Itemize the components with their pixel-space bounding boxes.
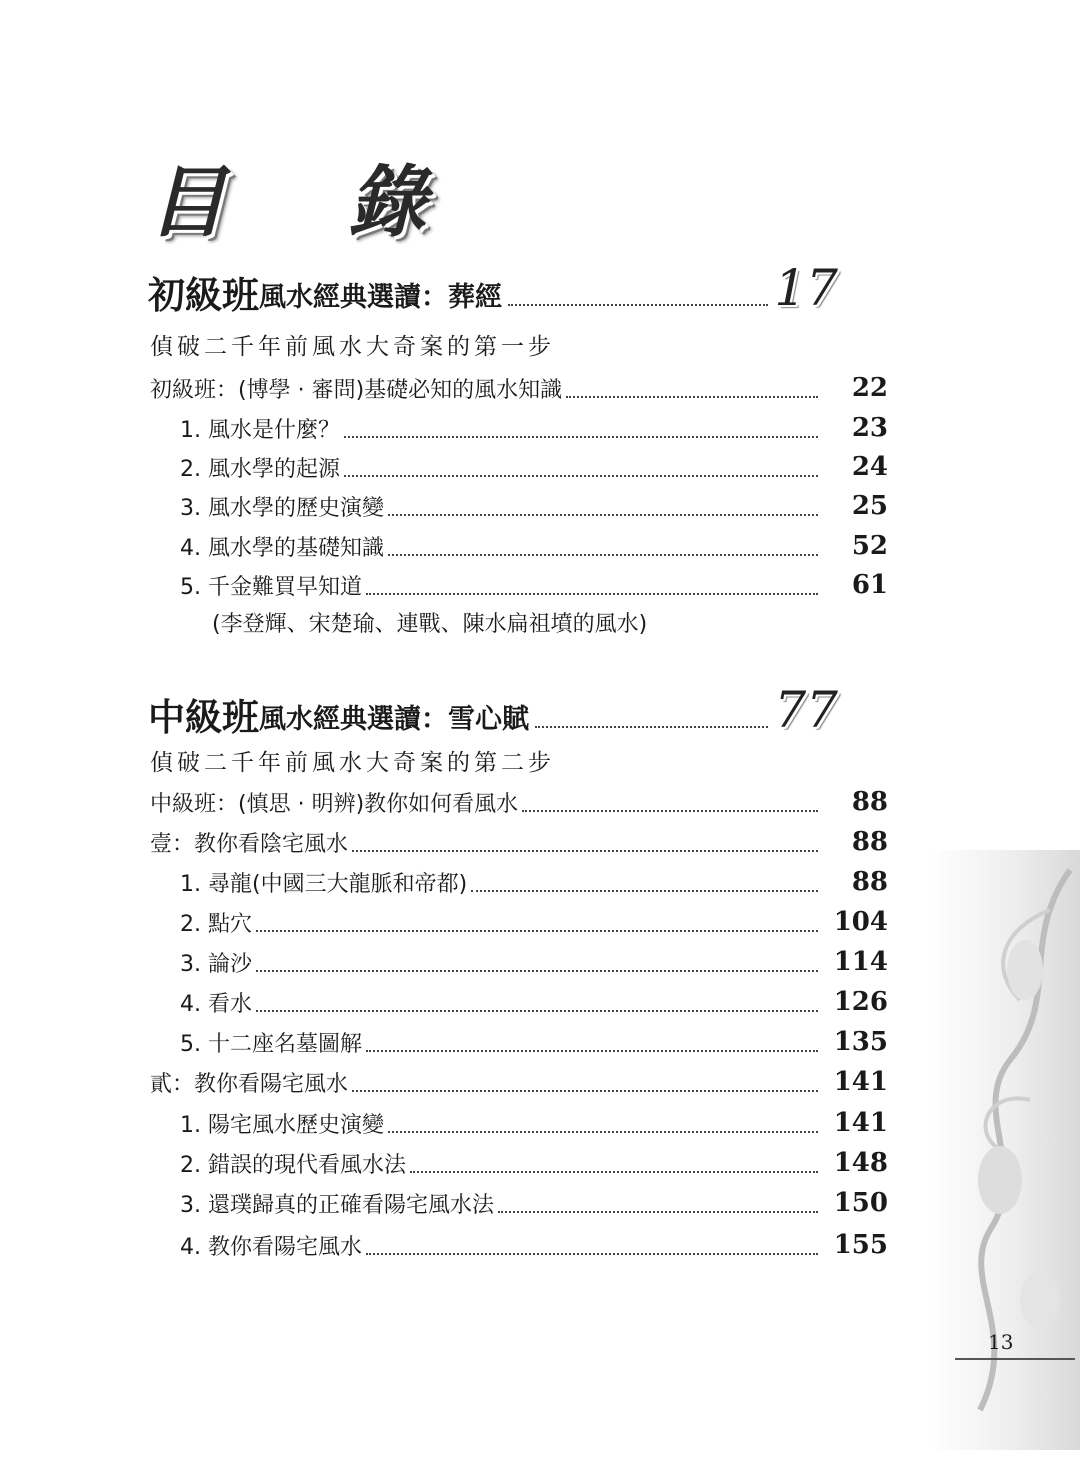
leader-dots: [566, 378, 818, 398]
leader-dots: [508, 304, 768, 306]
leader-dots: [256, 952, 818, 972]
page-number: 13: [988, 1330, 1014, 1354]
leader-dots: [410, 1153, 818, 1173]
toc-entry[interactable]: [180, 864, 888, 900]
toc-entry[interactable]: [180, 528, 888, 564]
toc-entry-page: 126: [833, 987, 888, 1017]
toc-entry-page: 141: [833, 1108, 888, 1138]
toc-entry-page: 114: [833, 947, 888, 977]
toc-entry-label: 2. 錯誤的現代看風水法: [180, 1152, 406, 1178]
toc-entry-page: 22: [851, 373, 888, 403]
toc-entry-label: 3. 論沙: [180, 951, 252, 977]
toc-entry-page: 88: [851, 867, 888, 897]
section-2-subtitle: 偵破二千年前風水大奇案的第二步: [150, 750, 555, 776]
leader-dots: [366, 1235, 818, 1255]
folio-rule: [955, 1358, 1075, 1360]
toc-entry-label: 5. 十二座名墓圖解: [180, 1031, 362, 1057]
leader-dots: [388, 496, 818, 516]
toc-entry-page: 150: [833, 1188, 888, 1218]
toc-entry[interactable]: [180, 1145, 888, 1181]
leader-dots: [256, 992, 818, 1012]
section-1-note: (李登輝、宋楚瑜、連戰、陳水扁祖墳的風水): [212, 612, 648, 637]
section-1-topic: 風水經典選讀：葬經: [259, 282, 502, 313]
toc-entry[interactable]: [180, 1105, 888, 1141]
leader-dots: [366, 1032, 818, 1052]
toc-entry[interactable]: [180, 1185, 888, 1221]
toc-entry-label: 4. 風水學的基礎知識: [180, 535, 384, 561]
leader-dots: [352, 832, 818, 852]
toc-entry-page: 148: [833, 1148, 888, 1178]
section-2-heading: [148, 680, 838, 740]
toc-entry-label: 貳：教你看陽宅風水: [150, 1071, 349, 1097]
leader-dots: [535, 726, 768, 728]
section-1-subtitle: 偵破二千年前風水大奇案的第一步: [150, 334, 555, 360]
toc-entry-label: 1. 陽宅風水歷史演變: [180, 1112, 384, 1138]
leader-dots: [498, 1193, 818, 1213]
toc-entry-page: 24: [851, 452, 888, 482]
leader-dots: [352, 1072, 818, 1092]
toc-entry[interactable]: [180, 1227, 888, 1263]
toc-entry[interactable]: [180, 984, 888, 1020]
toc-entry[interactable]: [150, 784, 888, 820]
section-1-heading: [148, 258, 838, 318]
toc-entry-label: 壹：教你看陰宅風水: [150, 831, 349, 857]
toc-entry[interactable]: [150, 370, 888, 406]
toc-entry[interactable]: [180, 449, 888, 485]
leader-dots: [344, 457, 818, 477]
section-2-page: 77: [774, 681, 838, 739]
leader-dots: [388, 536, 818, 556]
section-1-page: 17: [774, 259, 838, 317]
toc-entry-label: 3. 風水學的歷史演變: [180, 495, 384, 521]
toc-entry-label: 2. 點穴: [180, 911, 252, 937]
toc-entry-label: 4. 教你看陽宅風水: [180, 1234, 362, 1260]
toc-entry-label: 初級班：(博學 · 審問)基礎必知的風水知識: [150, 377, 563, 403]
toc-entry[interactable]: [180, 904, 888, 940]
toc-entry[interactable]: [180, 410, 888, 446]
section-1-course: 初級班: [148, 274, 259, 317]
toc-entry-label: 4. 看水: [180, 991, 252, 1017]
leader-dots: [522, 792, 818, 812]
title-char-1: 目: [148, 158, 227, 248]
floral-pattern-icon: [930, 850, 1080, 1450]
toc-entry-label: 2. 風水學的起源: [180, 456, 340, 482]
toc-entry-page: 135: [833, 1027, 888, 1057]
toc-entry[interactable]: [180, 1024, 888, 1060]
toc-entry-label: 1. 風水是什麼？: [180, 417, 340, 443]
toc-entry-page: 88: [851, 787, 888, 817]
toc-entry-label: 中級班：(慎思 · 明辨)教你如何看風水: [150, 791, 519, 817]
leader-dots: [256, 912, 818, 932]
toc-entry-page: 25: [851, 491, 888, 521]
floral-decoration: [930, 850, 1080, 1450]
leader-dots: [366, 575, 818, 595]
toc-entry[interactable]: [180, 567, 888, 603]
toc-entry-label: 3. 還璞歸真的正確看陽宅風水法: [180, 1192, 494, 1218]
toc-entry-label: 5. 千金難買早知道: [180, 574, 362, 600]
toc-entry-page: 104: [833, 907, 888, 937]
toc-entry[interactable]: [180, 944, 888, 980]
toc-entry-page: 61: [851, 570, 888, 600]
section-2-course: 中級班: [148, 696, 259, 739]
toc-entry-page: 52: [851, 531, 888, 561]
toc-entry[interactable]: [180, 488, 888, 524]
toc-entry[interactable]: [150, 824, 888, 860]
section-2-topic: 風水經典選讀：雪心賦: [259, 704, 529, 735]
toc-entry-page: 141: [833, 1067, 888, 1097]
toc-entry-label: 1. 尋龍(中國三大龍脈和帝都): [180, 871, 468, 897]
toc-entry-page: 88: [851, 827, 888, 857]
leader-dots: [344, 418, 818, 438]
toc-entry-page: 155: [833, 1230, 888, 1260]
toc-entry-page: 23: [851, 413, 888, 443]
leader-dots: [471, 872, 818, 892]
leader-dots: [388, 1113, 818, 1133]
toc-entry[interactable]: [150, 1064, 888, 1100]
title-char-2: 錄: [348, 158, 427, 248]
